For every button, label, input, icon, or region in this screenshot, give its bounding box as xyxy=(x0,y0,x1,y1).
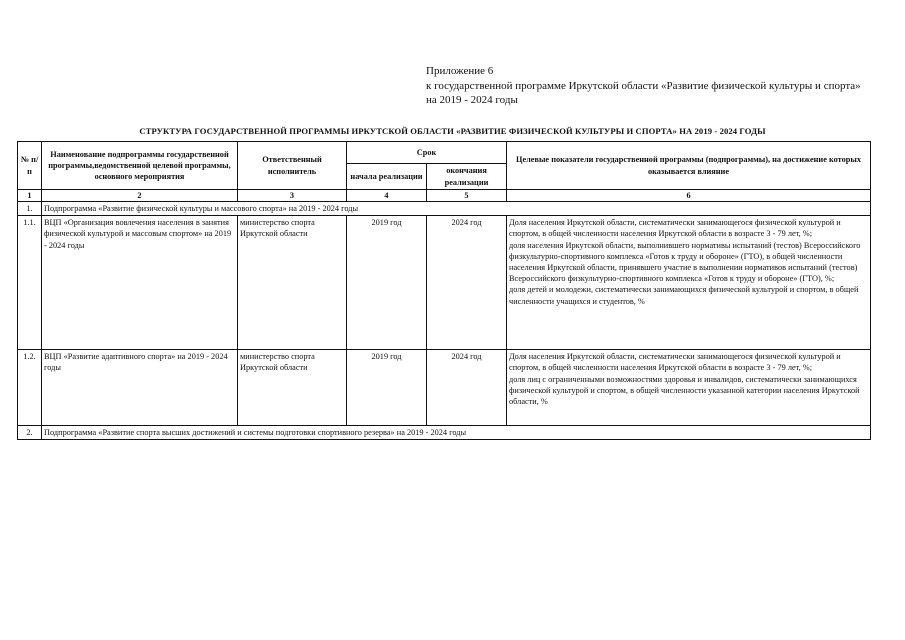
appendix-number: Приложение 6 xyxy=(426,65,494,77)
col-number: 6 xyxy=(507,190,871,202)
row-num: 1.1. xyxy=(18,216,42,350)
row-executor: министерство спорта Иркутской области xyxy=(238,216,347,350)
col-number: 3 xyxy=(238,190,347,202)
row-indicators: Доля населения Иркутской области, систематически занимающегося физической культурой и спортом, в общей численности населения Иркутской области в возрасте 3 - 79 лет, %; доля населения Иркутской области, выполнившего нормативы испытаний (тестов) Всероссийского физкультурно-спортивного комплекса «Готов к труду и обороне» (ГТО), в общей численности населения Иркутской области, принявшего участие в выполнении нормативов испытаний (тестов) Всероссийского физкультурно-спортивного комплекса «Готов к труду и обороне» (ГТО), %; доля детей и молодежи, систематически занимающихся физической культурой и спортом, в общей численности учащихся и студентов, % xyxy=(507,216,871,350)
subprogram-row xyxy=(18,426,871,440)
table-header-row xyxy=(18,142,871,164)
document-title: СТРУКТУРА ГОСУДАРСТВЕННОЙ ПРОГРАММЫ ИРКУТСКОЙ ОБЛАСТИ «РАЗВИТИЕ ФИЗИЧЕСКОЙ КУЛЬТУРЫ И СПОРТА» НА 2019 - 2024 ГОДЫ xyxy=(139,126,766,136)
column-number-row xyxy=(18,190,871,202)
col-number: 4 xyxy=(347,190,427,202)
header-start: начала реализации xyxy=(347,164,427,190)
table-row xyxy=(18,216,871,350)
col-number: 5 xyxy=(427,190,507,202)
header-term: Срок xyxy=(347,142,507,164)
appendix-note xyxy=(426,64,866,108)
program-structure-table xyxy=(17,141,871,440)
subprogram-num: 1. xyxy=(18,202,42,216)
table-row xyxy=(18,350,871,426)
header-executor: Ответственный исполнитель xyxy=(238,142,347,190)
subprogram-num: 2. xyxy=(18,426,42,440)
appendix-reference: к государственной программе Иркутской области «Развитие физической культуры и спорта» на 2019 - 2024 годы xyxy=(426,79,861,106)
header-name: Наименование подпрограммы государственной программы,ведомственной целевой программы, основного мероприятия xyxy=(42,142,238,190)
subprogram-title: Подпрограмма «Развитие физической культуры и массового спорта» на 2019 - 2024 годы xyxy=(42,202,871,216)
header-num: № п/п xyxy=(18,142,42,190)
row-executor: министерство спорта Иркутской области xyxy=(238,350,347,426)
header-indicators: Целевые показатели государственной программы (подпрограммы), на достижение которых оказывается влияние xyxy=(507,142,871,190)
row-start: 2019 год xyxy=(347,216,427,350)
row-indicators: Доля населения Иркутской области, систематически занимающегося физической культурой и спортом, в общей численности населения Иркутской области в возрасте 3 - 79 лет, %; доля лиц с ограниченными возможностями здоровья и инвалидов, систематически занимающихся физической культурой и спортом, в общей численности указанной категории населения Иркутской области, % xyxy=(507,350,871,426)
subprogram-row xyxy=(18,202,871,216)
row-end: 2024 год xyxy=(427,216,507,350)
header-end: окончания реализации xyxy=(427,164,507,190)
col-number: 1 xyxy=(18,190,42,202)
row-start: 2019 год xyxy=(347,350,427,426)
row-name: ВЦП «Развитие адаптивного спорта» на 2019 - 2024 годы xyxy=(42,350,238,426)
row-end: 2024 год xyxy=(427,350,507,426)
row-name: ВЦП «Организация вовлечения населения в занятия физической культурой и массовым спортом» на 2019 - 2024 годы xyxy=(42,216,238,350)
col-number: 2 xyxy=(42,190,238,202)
row-num: 1.2. xyxy=(18,350,42,426)
subprogram-title: Подпрограмма «Развитие спорта высших достижений и системы подготовки спортивного резерва» на 2019 - 2024 годы xyxy=(42,426,871,440)
